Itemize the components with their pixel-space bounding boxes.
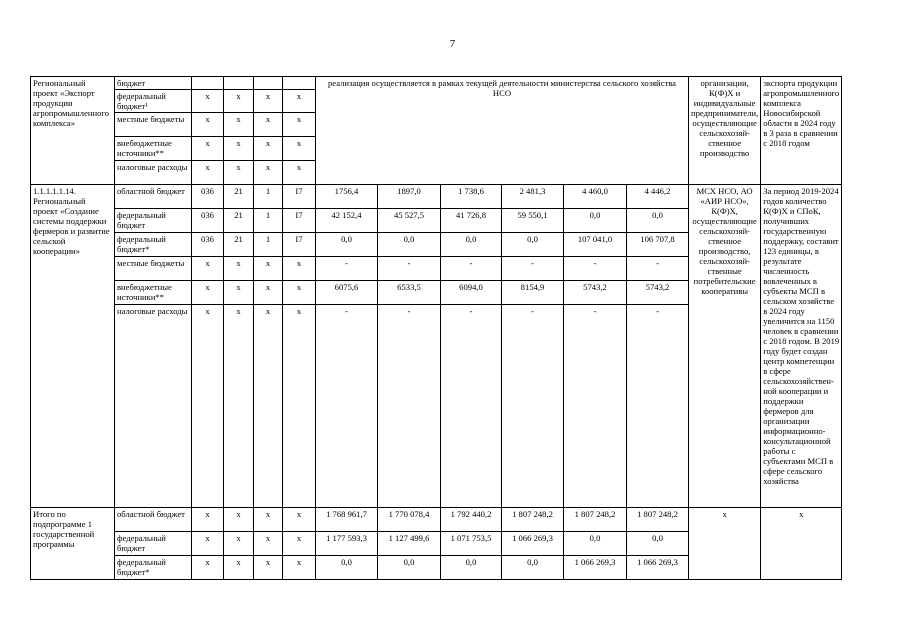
executor-cell: х [689, 508, 761, 580]
funding-source: местные бюджеты [115, 113, 192, 137]
value-cell: 5743,2 [627, 281, 689, 305]
value-cell: 5743,2 [564, 281, 627, 305]
value-cell: - [502, 305, 564, 508]
funding-source: налоговые расходы [115, 305, 192, 508]
value-cell: 0,0 [378, 233, 441, 257]
code-cell: х [254, 137, 283, 161]
code-cell: х [254, 161, 283, 185]
value-cell: 8154,9 [502, 281, 564, 305]
code-cell: х [192, 257, 224, 281]
code-cell: х [254, 532, 283, 556]
value-cell: - [316, 257, 378, 281]
table-row [31, 508, 842, 532]
code-cell: х [224, 137, 254, 161]
value-cell: 0,0 [502, 233, 564, 257]
code-cell: х [224, 556, 254, 580]
code-cell [283, 77, 316, 90]
funding-source: федеральный бюджет [115, 532, 192, 556]
value-cell: 1 066 269,3 [564, 556, 627, 580]
value-cell: 0,0 [627, 209, 689, 233]
value-cell: 4 460,0 [564, 185, 627, 209]
value-cell: 1897,0 [378, 185, 441, 209]
value-cell: - [627, 305, 689, 508]
value-cell: 6075,6 [316, 281, 378, 305]
funding-source: федеральный бюджет¹ [115, 90, 192, 113]
code-cell: х [224, 532, 254, 556]
funding-source: внебюджетные источники** [115, 137, 192, 161]
result-cell: экспорта продукции агропромышленного комплекса Новосибирской области в 2024 году в 3 раза в сравнении с 2018 годом [761, 77, 842, 185]
table-row [31, 77, 842, 90]
value-cell: 0,0 [378, 556, 441, 580]
funding-source: областной бюджет [115, 185, 192, 209]
code-cell: х [224, 508, 254, 532]
value-cell: - [564, 257, 627, 281]
code-cell: I7 [283, 233, 316, 257]
funding-source: федеральный бюджет* [115, 556, 192, 580]
value-cell: 59 550,1 [502, 209, 564, 233]
value-cell: 1756,4 [316, 185, 378, 209]
value-cell: 0,0 [441, 233, 502, 257]
code-cell: 1 [254, 185, 283, 209]
value-cell: 1 770 078,4 [378, 508, 441, 532]
value-cell: - [627, 257, 689, 281]
result-cell: х [761, 508, 842, 580]
value-cell: 0,0 [316, 233, 378, 257]
value-cell: 1 066 269,3 [627, 556, 689, 580]
funding-source: федеральный бюджет* [115, 233, 192, 257]
value-cell: 0,0 [564, 209, 627, 233]
funding-source: областной бюджет [115, 508, 192, 532]
code-cell: х [192, 532, 224, 556]
value-cell: - [441, 257, 502, 281]
code-cell: х [254, 556, 283, 580]
value-cell: 1 807 248,2 [627, 508, 689, 532]
code-cell: 1 [254, 233, 283, 257]
value-cell: - [378, 305, 441, 508]
value-cell: 0,0 [316, 556, 378, 580]
value-cell: 0,0 [502, 556, 564, 580]
code-cell: х [192, 556, 224, 580]
code-cell: 036 [192, 185, 224, 209]
value-cell: 0,0 [564, 532, 627, 556]
value-cell: - [564, 305, 627, 508]
code-cell: х [254, 508, 283, 532]
code-cell: х [224, 305, 254, 508]
code-cell: х [192, 113, 224, 137]
value-cell: 106 707,8 [627, 233, 689, 257]
value-cell: 107 041,0 [564, 233, 627, 257]
value-cell: - [316, 305, 378, 508]
code-cell [192, 77, 224, 90]
code-cell: 036 [192, 233, 224, 257]
value-cell: - [441, 305, 502, 508]
code-cell: х [254, 90, 283, 113]
funding-source: бюджет [115, 77, 192, 90]
code-cell: х [283, 90, 316, 113]
code-cell: х [283, 508, 316, 532]
code-cell: х [224, 257, 254, 281]
value-cell: 6533,5 [378, 281, 441, 305]
section-name: Региональный проект «Экспорт продукции агропромышленного комплекса» [31, 77, 115, 185]
value-cell: 41 726,8 [441, 209, 502, 233]
value-cell: 1 807 248,2 [564, 508, 627, 532]
result-cell: За период 2019-2024 годов количество К(Ф)Х и СПоК, получивших государственную поддержку, составит 123 единицы, в результате численность вовлеченных в субъекты МСП в сельском хозяйстве в 2024 году увеличится на 1150 человек в сравнении с 2018 годом. В 2019 году будет создан центр компетенции в сфере сельскохозяйствен-ной кооперации и поддержки фермеров для организации информационно-консультационной работы с субъектами МСП в сфере сельского хозяйства [761, 185, 842, 508]
value-cell: 0,0 [441, 556, 502, 580]
page-number: 7 [449, 38, 456, 50]
value-cell: 2 481,3 [502, 185, 564, 209]
code-cell: х [283, 137, 316, 161]
value-cell: 1 066 269,3 [502, 532, 564, 556]
code-cell: 036 [192, 209, 224, 233]
code-cell: х [224, 161, 254, 185]
code-cell: х [283, 305, 316, 508]
code-cell: 1 [254, 209, 283, 233]
budget-table [30, 76, 842, 580]
code-cell: х [283, 281, 316, 305]
code-cell: х [283, 161, 316, 185]
code-cell: х [254, 257, 283, 281]
value-cell: - [502, 257, 564, 281]
code-cell [224, 77, 254, 90]
value-cell: 1 738,6 [441, 185, 502, 209]
funding-source: внебюджетные источники** [115, 281, 192, 305]
code-cell: х [192, 508, 224, 532]
code-cell: х [254, 113, 283, 137]
code-cell: х [224, 90, 254, 113]
table-row [31, 185, 842, 209]
code-cell: х [224, 113, 254, 137]
value-cell: 1 768 961,7 [316, 508, 378, 532]
code-cell: х [192, 305, 224, 508]
value-cell: 1 177 593,3 [316, 532, 378, 556]
code-cell [254, 77, 283, 90]
code-cell: х [192, 90, 224, 113]
code-cell: 21 [224, 209, 254, 233]
code-cell: х [192, 137, 224, 161]
value-cell: - [378, 257, 441, 281]
section-name: Итого по подпрограмме 1 государственной программы [31, 508, 115, 580]
code-cell: х [192, 161, 224, 185]
funding-source: местные бюджеты [115, 257, 192, 281]
value-cell: 45 527,5 [378, 209, 441, 233]
code-cell: х [224, 281, 254, 305]
code-cell: 21 [224, 185, 254, 209]
code-cell: 21 [224, 233, 254, 257]
code-cell: х [283, 556, 316, 580]
executor-cell: МСХ НСО, АО «АИР НСО», К(Ф)Х, осуществляющие сельскохозяй-ственное производство, сельскохозяй-ственные потребительские кооперативы [689, 185, 761, 508]
funding-source: налоговые расходы [115, 161, 192, 185]
value-cell: 1 807 248,2 [502, 508, 564, 532]
code-cell: I7 [283, 185, 316, 209]
funding-source: федеральный бюджет [115, 209, 192, 233]
code-cell: х [283, 257, 316, 281]
value-cell: 1 127 499,6 [378, 532, 441, 556]
code-cell: I7 [283, 209, 316, 233]
code-cell: х [283, 113, 316, 137]
code-cell: х [283, 532, 316, 556]
value-cell: 4 446,2 [627, 185, 689, 209]
code-cell: х [254, 305, 283, 508]
value-cell: 0,0 [627, 532, 689, 556]
value-cell: 1 792 440,2 [441, 508, 502, 532]
executor-cell: организации, К(Ф)Х и индивидуальные предприниматели, осуществляющие сельскохозяй-ственное производство [689, 77, 761, 185]
section-name: 1.1.1.1.1.14. Региональный проект «Создание системы поддержки фермеров и развитие сельской кооперации» [31, 185, 115, 508]
value-cell: 6094,0 [441, 281, 502, 305]
code-cell: х [254, 281, 283, 305]
merged-note: реализация осуществляется в рамках текущей деятельности министерства сельского хозяйства НСО [316, 77, 689, 185]
value-cell: 1 071 753,5 [441, 532, 502, 556]
code-cell: х [192, 281, 224, 305]
value-cell: 42 152,4 [316, 209, 378, 233]
